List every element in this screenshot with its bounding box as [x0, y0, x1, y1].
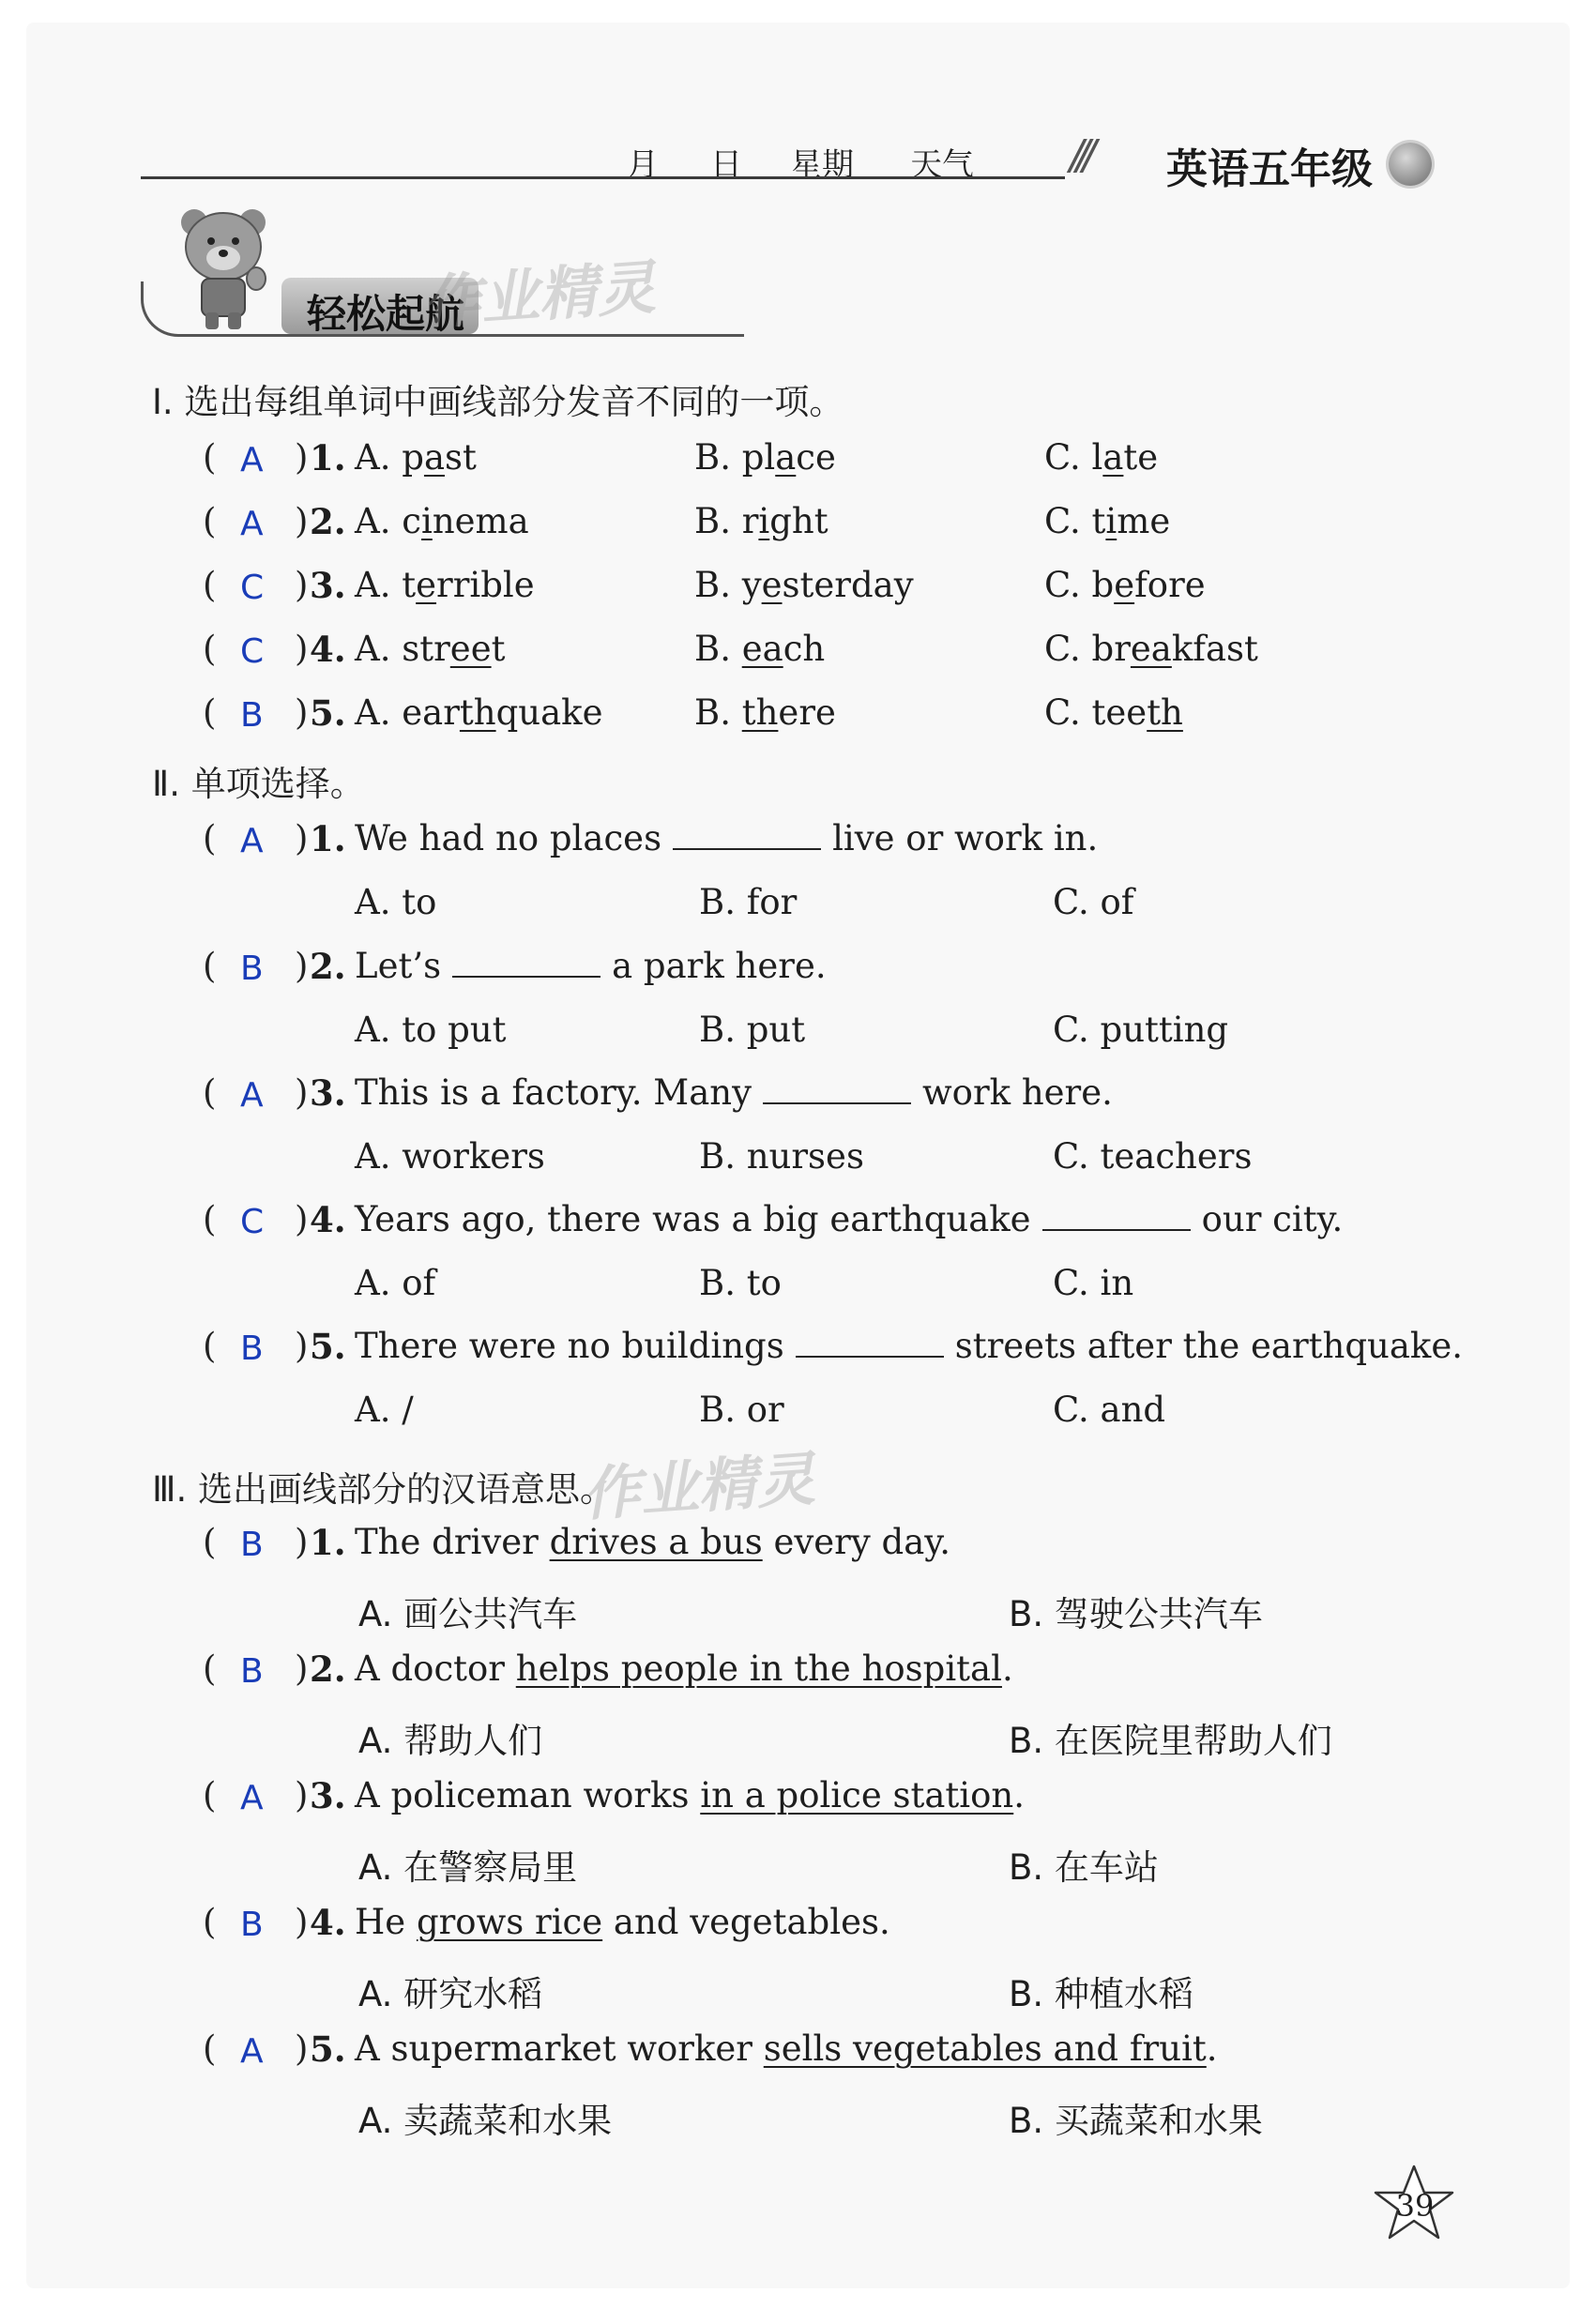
- paren-close: ): [295, 1775, 309, 1815]
- paren-open: (: [203, 2028, 217, 2069]
- header-weekday: 星期: [790, 146, 854, 184]
- question-number: 3.: [310, 565, 346, 606]
- stem-text: .: [1001, 1648, 1013, 1689]
- option-text: kfast: [1171, 629, 1258, 669]
- option-b: B. to: [699, 1263, 782, 1303]
- option-text: A. p: [355, 437, 424, 478]
- question-number: 4.: [310, 1902, 346, 1943]
- option-a: A. 画公共汽车: [358, 1594, 578, 1634]
- answer-letter: A: [240, 505, 264, 543]
- stem-text: live or work in.: [832, 818, 1099, 858]
- paren-close: ): [295, 1522, 309, 1562]
- paren-open: (: [203, 437, 217, 478]
- answer-letter: B: [240, 1906, 264, 1944]
- option-text: t: [491, 629, 506, 669]
- question-number: 3.: [310, 1775, 346, 1816]
- paren-close: ): [295, 1902, 309, 1942]
- stem-text: Years ago, there was a big earthquake: [355, 1199, 1031, 1239]
- option-b: B. 种植水稻: [1009, 1974, 1193, 2014]
- option-c: C. putting: [1053, 1010, 1229, 1050]
- underlined-part: a: [775, 437, 797, 478]
- paren-close: ): [295, 818, 309, 858]
- paren-open: (: [203, 1072, 217, 1113]
- option-c: [1044, 501, 1170, 541]
- paren-open: (: [203, 946, 217, 986]
- option-text: ch: [783, 629, 826, 669]
- paren-close: ): [295, 2028, 309, 2069]
- answer-letter: C: [240, 632, 265, 671]
- paren-open: (: [203, 1902, 217, 1942]
- option-text: st: [445, 437, 477, 478]
- option-text: A. str: [355, 629, 450, 669]
- answer-blank: [452, 949, 600, 978]
- stem-text: work here.: [922, 1072, 1113, 1113]
- question-number: 2.: [310, 1648, 346, 1690]
- option-c: [1044, 565, 1206, 605]
- question-stem: [355, 1199, 1343, 1239]
- option-text: ere: [778, 692, 836, 733]
- paren-open: (: [203, 1522, 217, 1562]
- answer-letter: C: [240, 1203, 265, 1241]
- underlined-part: ea: [1130, 629, 1172, 669]
- question-stem: [355, 946, 827, 986]
- option-a: [355, 629, 505, 669]
- option-b: [694, 501, 828, 541]
- stem-text: A policeman works: [355, 1775, 701, 1815]
- option-b: [694, 692, 836, 733]
- answer-letter: A: [240, 441, 264, 479]
- question-number: 5.: [310, 692, 346, 734]
- option-text: ce: [796, 437, 836, 478]
- option-text: A. t: [355, 565, 417, 605]
- option-a: A. to put: [355, 1010, 507, 1050]
- option-text: B.: [694, 629, 742, 669]
- answer-letter: B: [240, 696, 264, 735]
- paren-close: ): [295, 437, 309, 478]
- stem-text: A supermarket worker: [355, 2028, 764, 2069]
- underlined-phrase: drives a bus: [549, 1522, 763, 1562]
- question-number: 1.: [310, 818, 346, 859]
- option-c: [1044, 692, 1183, 733]
- answer-letter: B: [240, 1526, 264, 1564]
- grade-badge-icon: [1389, 143, 1432, 186]
- paren-close: ): [295, 1648, 309, 1689]
- answer-blank: [1042, 1203, 1191, 1231]
- paren-close: ): [295, 946, 309, 986]
- option-a: A. to: [355, 882, 437, 922]
- paren-open: (: [203, 1648, 217, 1689]
- option-b: B. 买蔬菜和水果: [1009, 2101, 1263, 2141]
- option-c: C. of: [1053, 882, 1134, 922]
- option-b: B. or: [699, 1390, 784, 1430]
- paren-close: ): [295, 1199, 309, 1239]
- question-number: 4.: [310, 629, 346, 670]
- answer-blank: [673, 822, 821, 850]
- option-a: A. of: [355, 1263, 436, 1303]
- underlined-part: i: [1105, 501, 1117, 541]
- question-number: 1.: [310, 437, 346, 479]
- section-3-title: Ⅲ. 选出画线部分的汉语意思。: [152, 1469, 616, 1510]
- option-text: sterday: [782, 565, 914, 605]
- underlined-part: ee: [449, 629, 492, 669]
- question-number: 2.: [310, 946, 346, 987]
- option-a: A. 研究水稻: [358, 1974, 543, 2014]
- option-text: fore: [1134, 565, 1206, 605]
- underlined-phrase: helps people in the hospital: [515, 1648, 1002, 1689]
- underlined-part: i: [758, 501, 770, 541]
- option-a: A. workers: [355, 1136, 545, 1177]
- answer-blank: [763, 1076, 911, 1104]
- paren-open: (: [203, 818, 217, 858]
- option-c: C. in: [1053, 1263, 1134, 1303]
- paren-open: (: [203, 501, 217, 541]
- option-b: B. 驾驶公共汽车: [1009, 1594, 1263, 1634]
- option-b: B. put: [699, 1010, 806, 1050]
- question-stem: [355, 2028, 1218, 2069]
- question-number: 3.: [310, 1072, 346, 1114]
- option-a: A. /: [355, 1390, 414, 1430]
- option-b: B. nurses: [699, 1136, 864, 1177]
- underlined-part: e: [416, 565, 437, 605]
- option-c: [1044, 437, 1158, 478]
- page-number: 39: [1395, 2188, 1435, 2224]
- option-text: quake: [495, 692, 603, 733]
- stem-text: .: [1206, 2028, 1218, 2069]
- stem-text: He: [355, 1902, 417, 1942]
- option-b: [694, 565, 914, 605]
- paren-open: (: [203, 1199, 217, 1239]
- question-stem: [355, 1775, 1025, 1815]
- option-a: A. 帮助人们: [358, 1721, 543, 1761]
- option-text: C. br: [1044, 629, 1131, 669]
- option-text: C. tee: [1044, 692, 1148, 733]
- answer-letter: B: [240, 949, 264, 988]
- paren-close: ): [295, 565, 309, 605]
- question-number: 5.: [310, 2028, 346, 2070]
- stem-text: streets after the earthquake.: [954, 1326, 1464, 1366]
- underlined-part: a: [423, 437, 445, 478]
- option-text: B. y: [694, 565, 762, 605]
- answer-blank: [796, 1329, 944, 1358]
- underlined-part: e: [761, 565, 783, 605]
- answer-letter: C: [240, 569, 265, 607]
- option-b: B. 在车站: [1009, 1847, 1159, 1888]
- option-b: B. for: [699, 882, 798, 922]
- question-stem: [355, 1522, 950, 1562]
- stem-text: our city.: [1201, 1199, 1344, 1239]
- option-a: [355, 565, 535, 605]
- option-a: [355, 501, 529, 541]
- option-text: te: [1123, 437, 1159, 478]
- option-text: rrible: [436, 565, 535, 605]
- underlined-phrase: in a police station: [700, 1775, 1014, 1815]
- header-month: 月: [627, 146, 659, 184]
- stem-text: every day.: [762, 1522, 951, 1562]
- option-text: A. c: [355, 501, 421, 541]
- section-1-title: Ⅰ. 选出每组单词中画线部分发音不同的一项。: [152, 382, 844, 422]
- watermark-middle: 作业精灵: [580, 1444, 817, 1529]
- option-a: [355, 692, 602, 733]
- option-a: A. 在警察局里: [358, 1847, 578, 1888]
- underlined-part: th: [741, 692, 779, 733]
- underlined-part: th: [459, 692, 496, 733]
- stem-text: .: [1013, 1775, 1026, 1815]
- question-stem: [355, 1326, 1463, 1366]
- section-2-title: Ⅱ. 单项选择。: [152, 764, 365, 804]
- option-text: B. r: [694, 501, 759, 541]
- option-text: C. l: [1044, 437, 1103, 478]
- header-slashes: ///: [1070, 131, 1089, 179]
- stem-text: Let’s: [355, 946, 442, 986]
- question-number: 1.: [310, 1522, 346, 1563]
- option-a: A. 卖蔬菜和水果: [358, 2101, 613, 2141]
- stem-text: This is a factory. Many: [355, 1072, 752, 1113]
- underlined-part: i: [420, 501, 433, 541]
- underlined-part: a: [1102, 437, 1124, 478]
- stem-text: a park here.: [612, 946, 827, 986]
- paren-open: (: [203, 1775, 217, 1815]
- question-number: 2.: [310, 501, 346, 542]
- option-c: [1044, 629, 1258, 669]
- stem-text: The driver: [355, 1522, 550, 1562]
- paren-close: ): [295, 1326, 309, 1366]
- option-c: C. and: [1053, 1390, 1166, 1430]
- option-text: C. b: [1044, 565, 1115, 605]
- underlined-phrase: grows rice: [416, 1902, 603, 1942]
- underlined-phrase: sells vegetables and fruit: [763, 2028, 1207, 2069]
- stem-text: A doctor: [355, 1648, 516, 1689]
- paren-close: ): [295, 1072, 309, 1113]
- header-grade: 英语五年级: [1166, 145, 1373, 193]
- answer-letter: A: [240, 1779, 264, 1817]
- paren-close: ): [295, 692, 309, 733]
- paren-close: ): [295, 629, 309, 669]
- answer-letter: A: [240, 2032, 264, 2071]
- header-rule: [141, 176, 1065, 179]
- paren-close: ): [295, 501, 309, 541]
- option-text: nema: [432, 501, 529, 541]
- option-text: B.: [694, 692, 742, 733]
- option-b: B. 在医院里帮助人们: [1009, 1721, 1332, 1761]
- option-text: A. ear: [355, 692, 460, 733]
- paren-open: (: [203, 1326, 217, 1366]
- watermark-top: 作业精灵: [420, 252, 658, 338]
- paren-open: (: [203, 692, 217, 733]
- option-text: C. t: [1044, 501, 1106, 541]
- option-c: C. teachers: [1053, 1136, 1253, 1177]
- option-text: ght: [769, 501, 828, 541]
- header-day: 日: [710, 146, 742, 184]
- option-b: [694, 437, 836, 478]
- question-number: 4.: [310, 1199, 346, 1240]
- paren-open: (: [203, 629, 217, 669]
- header-weather: 天气: [910, 146, 974, 184]
- question-stem: [355, 1072, 1113, 1113]
- question-number: 5.: [310, 1326, 346, 1367]
- question-stem: [355, 1648, 1013, 1689]
- underlined-part: th: [1147, 692, 1183, 733]
- answer-letter: A: [240, 822, 264, 860]
- answer-letter: B: [240, 1652, 264, 1691]
- option-text: B. pl: [694, 437, 776, 478]
- question-stem: [355, 1902, 890, 1942]
- option-b: [694, 629, 825, 669]
- underlined-part: ea: [741, 629, 783, 669]
- paren-open: (: [203, 565, 217, 605]
- underlined-part: e: [1114, 565, 1135, 605]
- stem-text: There were no buildings: [355, 1326, 784, 1366]
- option-a: [355, 437, 477, 478]
- stem-text: and vegetables.: [602, 1902, 890, 1942]
- option-text: me: [1117, 501, 1171, 541]
- bear-mascot-icon: [174, 202, 277, 333]
- question-stem: [355, 818, 1098, 858]
- section-banner-title: 轻松起航: [307, 291, 465, 337]
- stem-text: We had no places: [355, 818, 662, 858]
- answer-letter: A: [240, 1076, 264, 1115]
- answer-letter: B: [240, 1329, 264, 1368]
